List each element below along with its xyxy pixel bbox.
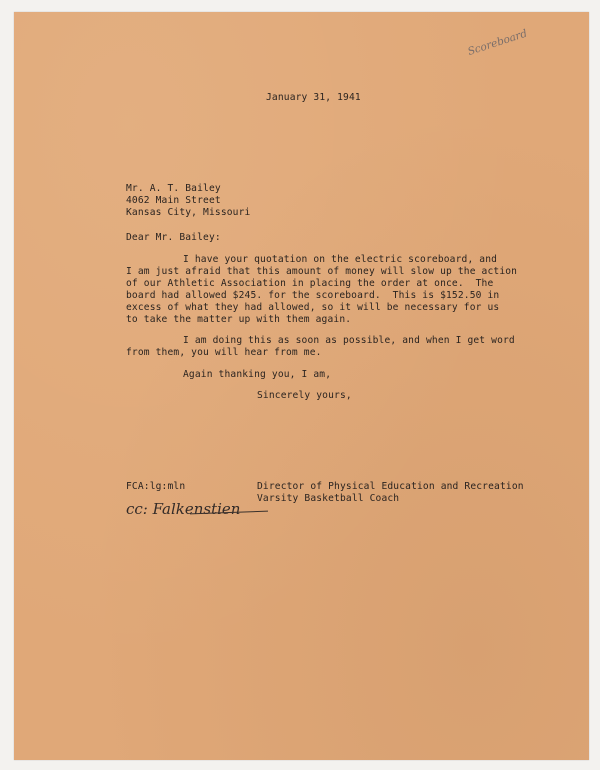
body-line: to take the matter up with them again. <box>126 314 352 325</box>
signer-title-1: Director of Physical Education and Recreation <box>257 481 524 492</box>
handwritten-cc: cc: Falkenstien <box>126 500 241 518</box>
body-line: Again thanking you, I am, <box>183 369 332 380</box>
body-line: I am doing this as soon as possible, and when I get word <box>183 335 515 346</box>
body-line: of our Athletic Association in placing the order at once. The <box>126 278 494 289</box>
recipient-street: 4062 Main Street <box>126 195 221 206</box>
handwritten-note: Scoreboard <box>466 27 529 58</box>
body-line: from them, you will hear from me. <box>126 347 322 358</box>
body-line: I have your quotation on the electric scoreboard, and <box>183 254 498 265</box>
body-line: I am just afraid that this amount of money will slow up the action <box>126 266 518 277</box>
complimentary-closing: Sincerely yours, <box>257 390 352 401</box>
letter-sheet <box>14 12 589 760</box>
recipient-city: Kansas City, Missouri <box>126 207 251 218</box>
body-line: excess of what they had allowed, so it will be necessary for us <box>126 302 500 313</box>
letter-date: January 31, 1941 <box>266 92 361 103</box>
body-line: board had allowed $245. for the scoreboard. This is $152.50 in <box>126 290 500 301</box>
salutation: Dear Mr. Bailey: <box>126 232 221 243</box>
signer-title-2: Varsity Basketball Coach <box>257 493 400 504</box>
reference-initials: FCA:lg:mln <box>126 481 186 492</box>
recipient-name: Mr. A. T. Bailey <box>126 183 221 194</box>
